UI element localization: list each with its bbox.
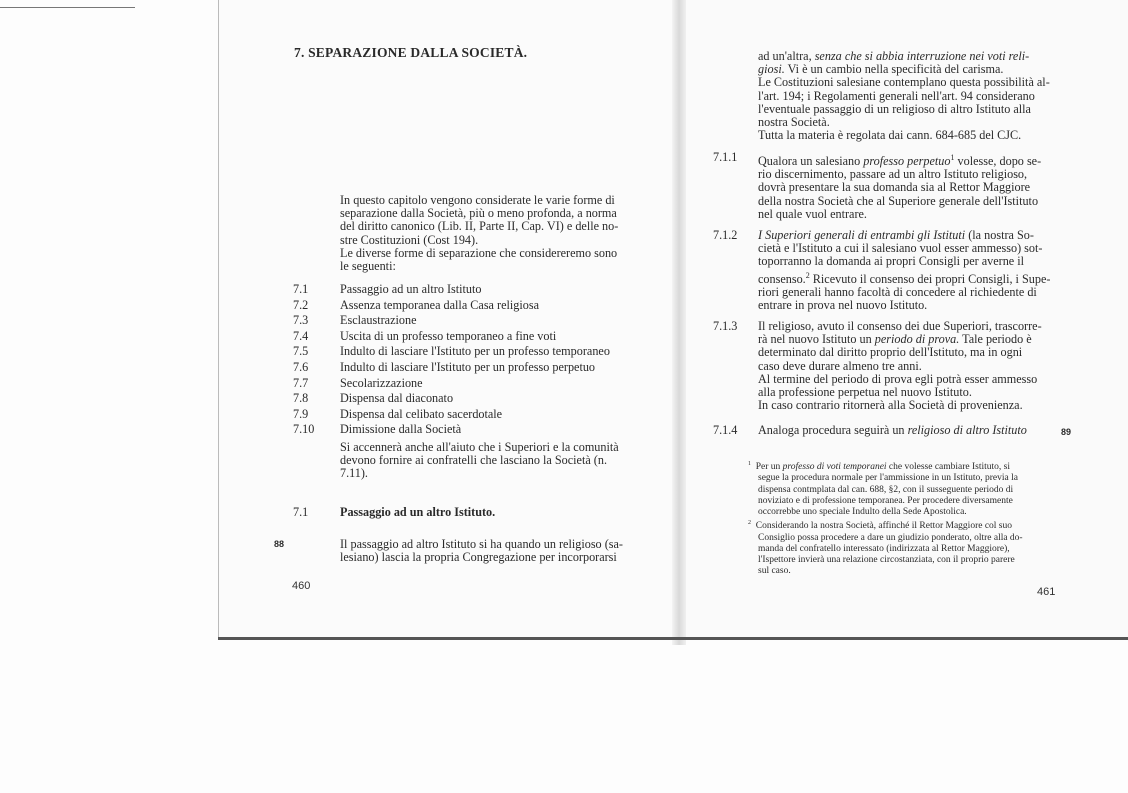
italic-span: professo perpetuo: [863, 154, 951, 169]
chapter-title: 7. SEPARAZIONE DALLA SOCIETÀ.: [294, 45, 528, 60]
text-line: caso deve durare almeno tre anni.: [758, 358, 922, 373]
text-span: Ricevuto il consenso dei propri Consigli, i Supe-: [809, 271, 1051, 286]
text-line: Consiglio possa procedere a dare un giudizio ponderato, oltre alla do-: [758, 532, 1023, 543]
text-line: segue la procedura normale per l'ammissione in un Istituto, previa la: [758, 473, 1018, 484]
text-span: Per un: [755, 462, 783, 473]
toc-text: Dispensa dal diaconato: [340, 391, 454, 406]
toc-text: Esclaustrazione: [340, 313, 417, 328]
paragraph-7-1-4: [758, 424, 1058, 437]
page-number: 460: [292, 580, 311, 592]
toc-number: 7.8: [293, 391, 309, 406]
footnote-ref: 1: [950, 153, 955, 162]
text-line: le seguenti:: [340, 259, 396, 274]
text-span: (la nostra So-: [965, 228, 1034, 242]
toc-text: Dispensa dal celibato sacerdotale: [340, 406, 503, 421]
section-paragraph: [340, 538, 640, 564]
italic-span: religioso di altro Istituto: [907, 423, 1027, 437]
text-span: che volesse cambiare Istituto, si: [886, 462, 1011, 473]
text-line: della nostra Società che al Superiore generale dell'Istituto: [758, 193, 1039, 208]
text-line: 7.11).: [340, 466, 368, 481]
toc-number: 7.2: [293, 297, 309, 312]
margin-number: 89: [1061, 427, 1072, 437]
toc-item: [293, 377, 693, 393]
text-line: del diritto canonico (Lib. II, Parte II, Cap. VI) e delle no-: [340, 219, 619, 234]
text-line: dovrà presentare la sua domanda sia al Rettor Maggiore: [758, 180, 1031, 195]
text-line: determinato dal diritto proprio dell'Istituto, ma in ogni: [758, 345, 1023, 360]
toc-number: 7.3: [293, 313, 309, 328]
text-line: Si accennerà anche all'aiuto che i Superiori e la comunità: [340, 440, 619, 454]
footnotes: [748, 459, 1058, 577]
toc-number: 7.4: [293, 328, 309, 343]
toc-item: [293, 392, 693, 408]
text-span: volesse, dopo se-: [954, 154, 1042, 169]
italic-span: professo di voti temporanei: [782, 462, 887, 473]
toc-item: [293, 314, 693, 330]
text-line: noviziato e di professione temporanea. Per procedere diversamente: [758, 495, 1013, 506]
paragraph-number: 7.1.4: [713, 423, 738, 437]
text-line: [758, 269, 1058, 286]
text-line: stre Costituzioni (Cost 194).: [340, 232, 479, 247]
footnote-1: [748, 459, 1058, 518]
text-line: dispensa contmplata dal can. 688, §2, con il susseguente periodo di: [758, 484, 1014, 495]
toc-item: [293, 408, 693, 424]
toc-item: [293, 423, 693, 439]
text-line: cietà e l'Istituto a cui il salesiano vuol esser ammesso) sot-: [758, 241, 1043, 256]
intro-paragraph: [340, 194, 640, 273]
toc-text: Assenza temporanea dalla Casa religiosa: [340, 297, 539, 312]
margin-number: 88: [274, 539, 285, 549]
text-span: Qualora un salesiano: [758, 154, 864, 169]
text-line: Il religioso, avuto il consenso dei due Superiori, trascorre-: [758, 319, 1042, 333]
text-line: rio discernimento, passare ad un altro Istituto religioso,: [758, 167, 1028, 182]
footnote-2: [748, 518, 1058, 577]
toc-list: [293, 283, 653, 443]
text-span: Analoga procedura seguirà un: [758, 423, 908, 437]
toc-text: Dimissione dalla Società: [340, 422, 462, 437]
text-span: ad un'altra,: [758, 49, 815, 63]
text-line: sul caso.: [758, 566, 791, 577]
text-line: Tutta la materia è regolata dai cann. 684-685 del CJC.: [758, 128, 1022, 143]
text-line: [748, 459, 1058, 473]
text-line: separazione dalla Società, più o meno profonda, a norma: [340, 206, 617, 221]
text-span: consenso.: [758, 271, 806, 286]
text-span: Tale periodo è: [959, 332, 1032, 347]
toc-item: [293, 345, 693, 361]
text-line: Il passaggio ad altro Istituto si ha quando un religioso (sa-: [340, 537, 623, 551]
text-line: In caso contrario ritornerà alla Società di provenienza.: [758, 398, 1023, 413]
toc-item: [293, 330, 693, 346]
toc-number: 7.5: [293, 344, 309, 359]
italic-span: senza che si abbia interruzione nei voti reli-: [814, 49, 1030, 63]
text-span: Considerando la nostra Società, affinché il Rettor Maggiore col suo: [755, 521, 1013, 532]
toc-text: Indulto di lasciare l'Istituto per un professo perpetuo: [340, 360, 596, 374]
scan-edge-line: [0, 7, 135, 8]
toc-item: [293, 361, 693, 377]
toc-item: [293, 299, 693, 315]
text-line: l'Ispettore invierà una relazione circostanziata, con il proprio parere: [758, 554, 1015, 565]
toc-text: Indulto di lasciare l'Istituto per un professo temporaneo: [340, 344, 610, 359]
page-number: 461: [1037, 586, 1056, 598]
toc-text: Uscita di un professo temporaneo a fine voti: [340, 328, 557, 343]
paragraph-7-1-2: [758, 229, 1058, 312]
text-line: [748, 518, 1058, 532]
text-line: devono fornire ai confratelli che lasciano la Società (n.: [340, 453, 607, 468]
text-line: occorrebbe uno speciale Indulto della Sede Apostolica.: [758, 506, 967, 517]
paragraph-7-1-3: [758, 320, 1058, 412]
text-line: entrare in prova nel nuovo Istituto.: [758, 298, 928, 313]
continuation-paragraph: [758, 50, 1058, 142]
footnote-ref: 2: [805, 270, 810, 280]
footnote-mark: 2: [748, 520, 751, 527]
after-toc-paragraph: [340, 441, 640, 481]
paragraph-number: 7.1.3: [713, 319, 738, 333]
toc-number: 7.9: [293, 406, 309, 421]
section-title: Passaggio ad un altro Istituto.: [340, 505, 496, 519]
italic-span: I Superiori generali di entrambi gli Istituti: [758, 228, 966, 242]
text-span: Vi è un cambio nella specificità del carisma.: [784, 62, 1004, 77]
text-line: lesiano) lascia la propria Congregazione per incorporarsi: [340, 550, 617, 565]
page-bottom-edge: [218, 637, 1128, 640]
text-line: alla professione perpetua nel nuovo Istituto.: [758, 385, 972, 400]
toc-number: 7.7: [293, 375, 309, 390]
toc-number: 7.1: [293, 282, 309, 296]
paragraph-number: 7.1.1: [713, 150, 738, 164]
toc-text: Passaggio ad un altro Istituto: [340, 282, 482, 296]
text-line: In questo capitolo vengono considerate le varie forme di: [340, 193, 615, 207]
italic-span: periodo di prova.: [874, 332, 960, 347]
paragraph-number: 7.1.2: [713, 228, 738, 242]
text-line: l'eventuale passaggio di un religioso di altro Istituto alla: [758, 101, 1031, 116]
text-line: nel quale vuol entrare.: [758, 206, 867, 221]
text-line: riori generali hanno facoltà di concedere al richiedente di: [758, 284, 1037, 299]
section-number: 7.1: [293, 505, 309, 519]
toc-text: Secolarizzazione: [340, 375, 423, 390]
text-line: manda del confratello interessato (indirizzata al Rettor Maggiore),: [758, 543, 1010, 554]
toc-item: [293, 283, 693, 299]
italic-span: giosi.: [758, 62, 785, 77]
text-span: rà nel nuovo Istituto un: [758, 332, 875, 347]
footnote-mark: 1: [748, 461, 751, 467]
text-line: Al termine del periodo di prova egli potrà esser ammesso: [758, 371, 1038, 386]
toc-number: 7.10: [293, 422, 315, 437]
text-line: toporranno la domanda ai propri Consigli per averne il: [758, 254, 1025, 269]
text-line: nostra Società.: [758, 115, 830, 130]
toc-number: 7.6: [293, 360, 309, 374]
text-line: l'art. 194; i Regolamenti generali nell'art. 94 considerano: [758, 88, 1035, 103]
text-line: [758, 151, 1058, 168]
text-line: Le Costituzioni salesiane contemplano questa possibilità al-: [758, 75, 1050, 90]
paragraph-7-1-1: [758, 151, 1058, 221]
text-line: Le diverse forme di separazione che considereremo sono: [340, 245, 618, 260]
